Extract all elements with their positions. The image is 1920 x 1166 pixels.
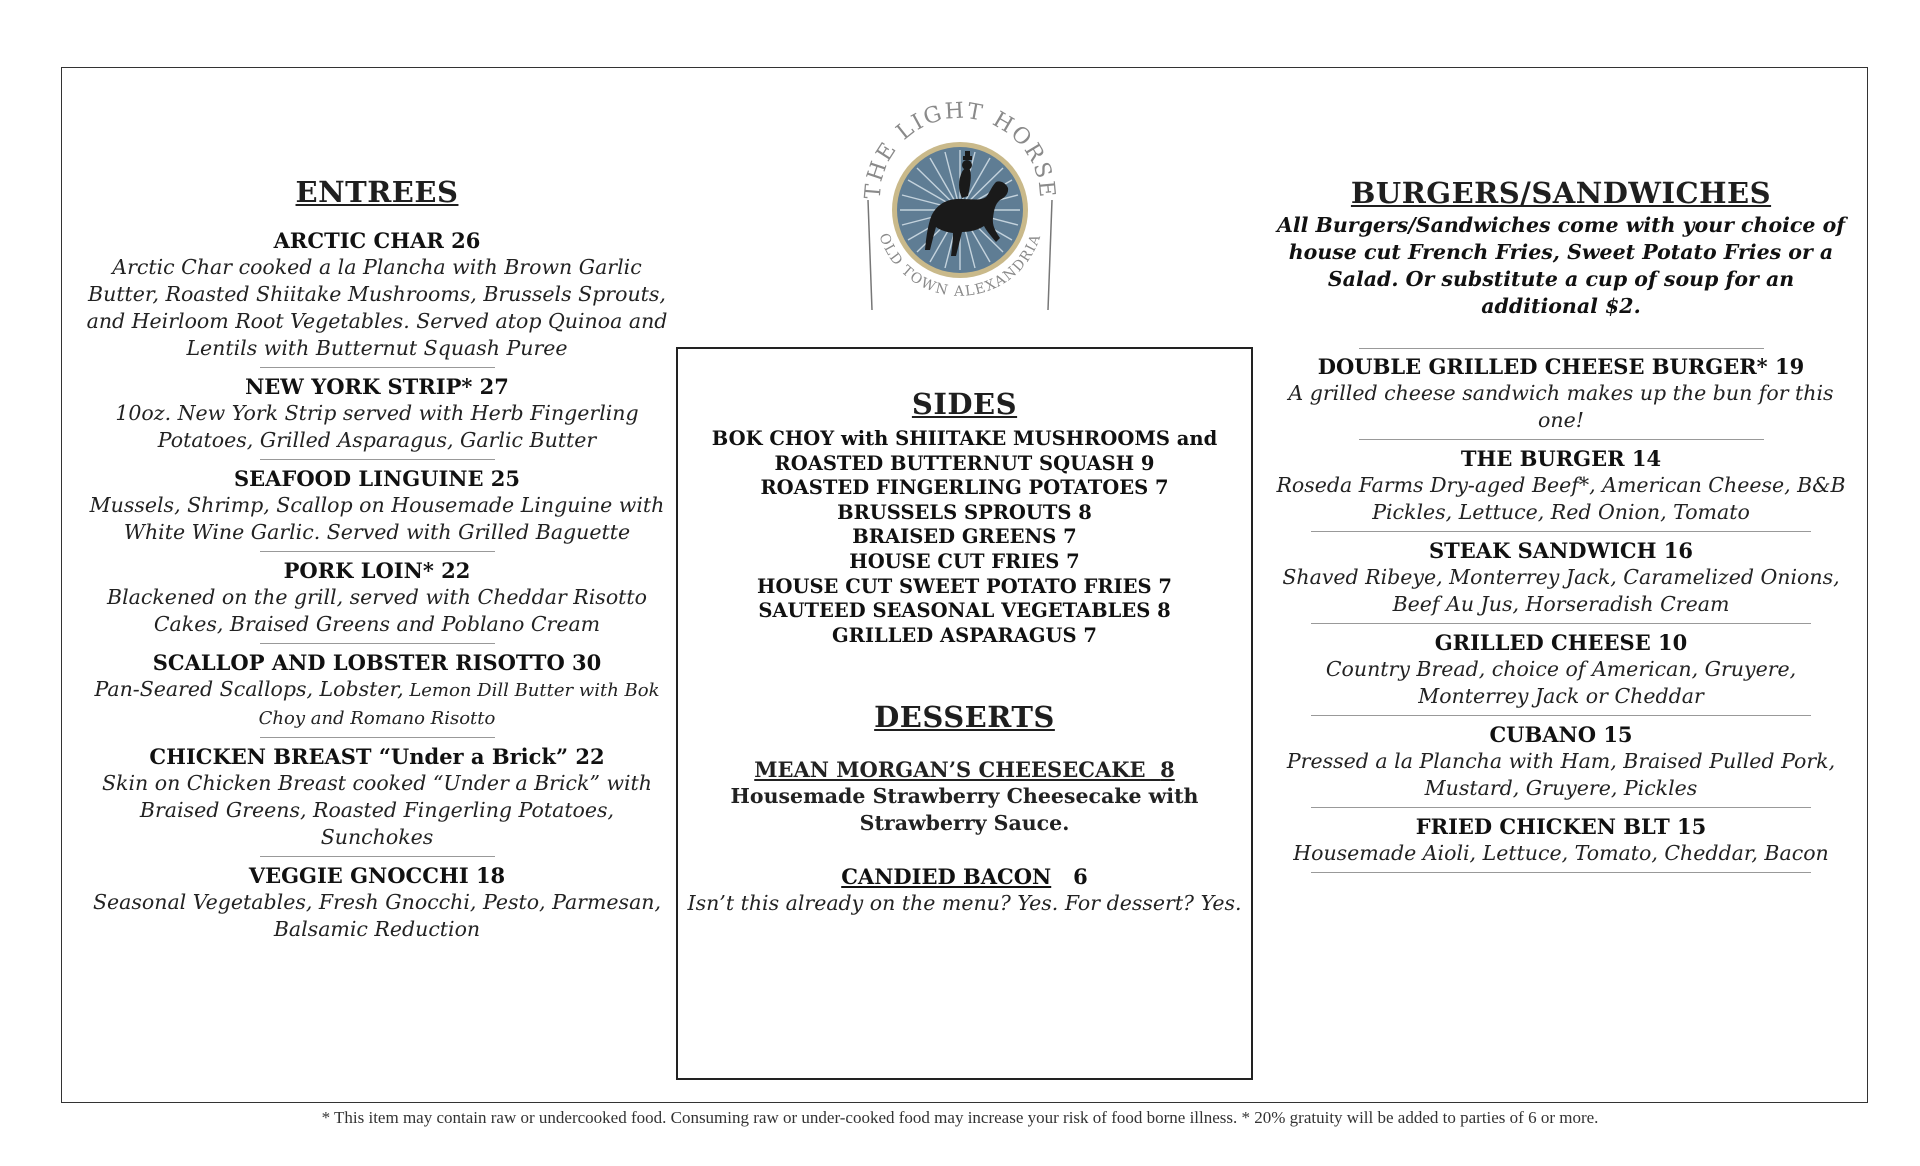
item-name: CUBANO 15 bbox=[1489, 722, 1633, 747]
item-name: NEW YORK STRIP* 27 bbox=[245, 374, 509, 399]
item-description: Blackened on the grill, served with Cheddar Risotto Cakes, Braised Greens and Poblano Cream bbox=[107, 585, 647, 636]
menu-item bbox=[85, 649, 669, 732]
list-item: BRUSSELS SPROUTS 8 bbox=[837, 500, 1092, 524]
item-description: Shaved Ribeye, Monterrey Jack, Caramelized Onions, Beef Au Jus, Horseradish Cream bbox=[1282, 565, 1840, 616]
dessert-price: 6 bbox=[1073, 864, 1088, 890]
menu-item bbox=[1275, 813, 1847, 867]
item-name: FRIED CHICKEN BLT 15 bbox=[1415, 814, 1707, 839]
burgers-title: BURGERS/SANDWICHES bbox=[1350, 176, 1772, 210]
dessert-price: 8 bbox=[1160, 757, 1175, 783]
item-description bbox=[85, 676, 669, 732]
divider bbox=[260, 856, 495, 857]
menu-item bbox=[1275, 721, 1847, 802]
footer-disclaimer: * This item may contain raw or undercooked food. Consuming raw or under-cooked food may increase your risk of food borne illness. * 20% gratuity will be added to parties of 6 or more. bbox=[321, 1108, 1599, 1127]
item-description: Country Bread, choice of American, Gruyere, Monterrey Jack or Cheddar bbox=[1325, 657, 1797, 708]
item-description: Seasonal Vegetables, Fresh Gnocchi, Pesto, Parmesan, Balsamic Reduction bbox=[92, 890, 662, 941]
list-item: BRAISED GREENS 7 bbox=[852, 525, 1077, 549]
divider bbox=[1311, 872, 1811, 873]
menu-item bbox=[1275, 629, 1847, 710]
menu-item bbox=[85, 743, 669, 851]
burgers-section bbox=[1275, 176, 1847, 878]
list-item: ROASTED FINGERLING POTATOES 7 bbox=[760, 476, 1169, 500]
item-name: CHICKEN BREAST “Under a Brick” 22 bbox=[149, 744, 605, 769]
item-name bbox=[678, 863, 1251, 890]
divider bbox=[260, 551, 495, 552]
light-horse-logo bbox=[850, 80, 1070, 330]
logo-emblem bbox=[850, 80, 1070, 330]
item-description: Skin on Chicken Breast cooked “Under a Brick” with Braised Greens, Roasted Fingerling Potatoes, Sunchokes bbox=[102, 771, 652, 849]
divider bbox=[260, 643, 495, 644]
entrees-title: ENTREES bbox=[295, 175, 459, 209]
item-description: A grilled cheese sandwich makes up the bun for this one! bbox=[1288, 381, 1834, 432]
item-name: DOUBLE GRILLED CHEESE BURGER* 19 bbox=[1317, 354, 1805, 379]
logo-bottom-text: OLD TOWN ALEXANDRIA bbox=[875, 231, 1045, 300]
list-item: BOK CHOY with SHIITAKE MUSHROOMS and bbox=[711, 427, 1218, 450]
list-item: HOUSE CUT FRIES 7 bbox=[849, 549, 1080, 573]
menu-item bbox=[85, 465, 669, 546]
dessert-name: MEAN MORGAN’S CHEESECAKE bbox=[754, 757, 1146, 783]
sides-desserts-box bbox=[676, 347, 1253, 1080]
item-name: SCALLOP AND LOBSTER RISOTTO 30 bbox=[152, 650, 602, 675]
desserts-title: DESSERTS bbox=[874, 700, 1055, 735]
entrees-section bbox=[85, 175, 669, 943]
menu-item bbox=[1275, 445, 1847, 526]
dessert-name: CANDIED BACON bbox=[841, 864, 1052, 890]
item-description: Housemade Aioli, Lettuce, Tomato, Cheddar, Bacon bbox=[1293, 841, 1829, 865]
list-item: ROASTED BUTTERNUT SQUASH 9 bbox=[774, 451, 1155, 475]
list-item: SAUTEED SEASONAL VEGETABLES 8 bbox=[758, 599, 1171, 623]
logo-top-text: THE LIGHT HORSE bbox=[860, 98, 1060, 201]
item-description: 10oz. New York Strip served with Herb Fingerling Potatoes, Grilled Asparagus, Garlic Butter bbox=[115, 401, 639, 452]
divider bbox=[1311, 807, 1811, 808]
menu-item bbox=[1275, 537, 1847, 618]
item-name: GRILLED CHEESE 10 bbox=[1434, 630, 1688, 655]
item-name bbox=[678, 756, 1251, 783]
menu-item bbox=[678, 863, 1251, 917]
item-name: THE BURGER 14 bbox=[1460, 446, 1662, 471]
divider bbox=[1311, 531, 1811, 532]
item-description: Isn’t this already on the menu? Yes. For dessert? Yes. bbox=[687, 891, 1242, 916]
menu-item bbox=[85, 373, 669, 454]
item-name: VEGGIE GNOCCHI 18 bbox=[248, 863, 506, 888]
item-name: STEAK SANDWICH 16 bbox=[1428, 538, 1694, 563]
menu-item bbox=[678, 756, 1251, 837]
divider bbox=[1311, 715, 1811, 716]
divider bbox=[260, 459, 495, 460]
item-description-small: Lemon Dill Butter with Bok Choy and Romano Risotto bbox=[258, 680, 660, 729]
menu-item bbox=[1275, 353, 1847, 434]
item-description: Roseda Farms Dry-aged Beef*, American Cheese, B&B Pickles, Lettuce, Red Onion, Tomato bbox=[1276, 473, 1846, 524]
divider bbox=[1359, 439, 1764, 440]
item-description: Pressed a la Plancha with Ham, Braised Pulled Pork, Mustard, Gruyere, Pickles bbox=[1286, 749, 1836, 800]
item-description: Mussels, Shrimp, Scallop on Housemade Linguine with White Wine Garlic. Served with Grilled Baguette bbox=[89, 493, 665, 544]
sides-title: SIDES bbox=[911, 387, 1018, 421]
divider bbox=[1359, 348, 1764, 349]
divider bbox=[260, 737, 495, 738]
list-item: HOUSE CUT SWEET POTATO FRIES 7 bbox=[757, 574, 1172, 598]
burgers-intro: All Burgers/Sandwiches come with your choice of house cut French Fries, Sweet Potato Fries or a Salad. Or substitute a cup of soup for an additional $2. bbox=[1276, 213, 1846, 318]
divider bbox=[260, 367, 495, 368]
item-name: SEAFOOD LINGUINE 25 bbox=[233, 466, 521, 491]
divider bbox=[1311, 623, 1811, 624]
menu-item bbox=[85, 227, 669, 362]
menu-item bbox=[85, 862, 669, 943]
list-item: GRILLED ASPARAGUS 7 bbox=[832, 623, 1097, 647]
item-description-main: Pan-Seared Scallops, Lobster, bbox=[94, 677, 404, 701]
item-description: Arctic Char cooked a la Plancha with Brown Garlic Butter, Roasted Shiitake Mushrooms, Brussels Sprouts, and Heirloom Root Vegetables. Served atop Quinoa and Lentils with Butternut Squash Puree bbox=[86, 255, 668, 360]
item-description: Housemade Strawberry Cheesecake with Strawberry Sauce. bbox=[730, 784, 1199, 836]
item-name: ARCTIC CHAR 26 bbox=[273, 228, 481, 253]
menu-item bbox=[85, 557, 669, 638]
sides-list bbox=[678, 427, 1251, 648]
item-name: PORK LOIN* 22 bbox=[283, 558, 471, 583]
